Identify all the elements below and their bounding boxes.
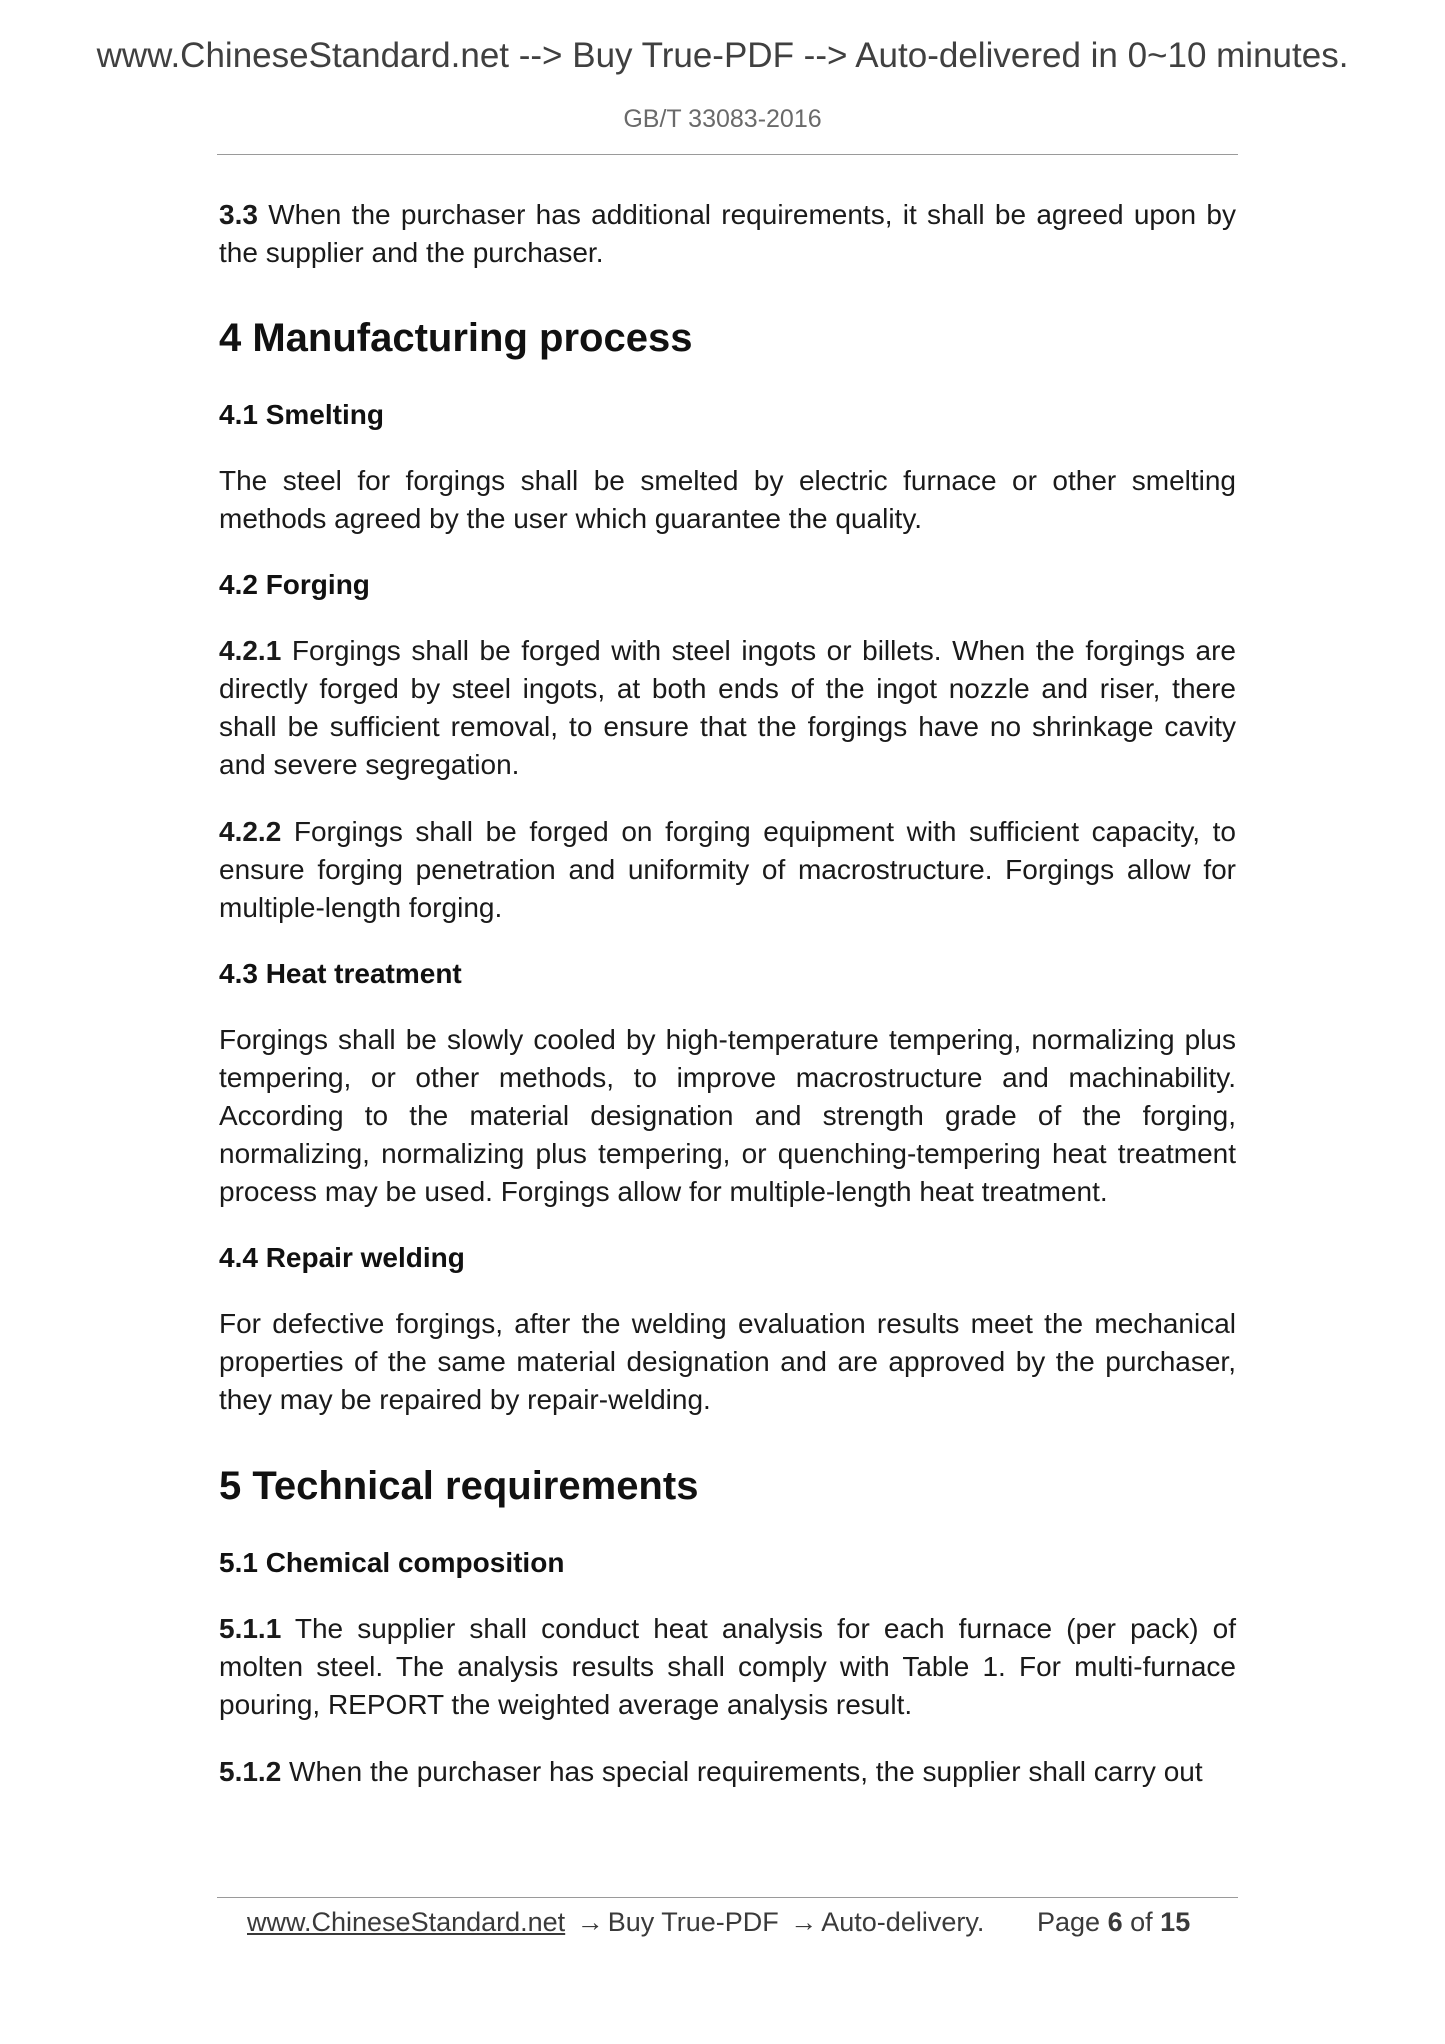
subsection-heading-5-1: 5.1 Chemical composition [219, 1547, 565, 1578]
footer-delivery-text: Auto-delivery. [821, 1907, 985, 1937]
standard-number: GB/T 33083-2016 [623, 105, 822, 133]
paragraph-4-2-2 [219, 813, 1236, 927]
subsection-heading-4-3: 4.3 Heat treatment [219, 958, 462, 989]
page-label: Page [1037, 1907, 1101, 1937]
subsection-heading-4-1: 4.1 Smelting [219, 399, 384, 430]
document-body [219, 196, 1236, 1791]
footer-divider [217, 1897, 1238, 1898]
clause-text: Forgings shall be forged on forging equipment with sufficient capacity, to ensure forging penetration and uniformity of macrostructure. Forgings allow for multiple-length forging. [219, 816, 1236, 923]
subsection-heading-4-4: 4.4 Repair welding [219, 1242, 465, 1273]
section-heading-5: 5 Technical requirements [219, 1464, 699, 1508]
paragraph-4-3: Forgings shall be slowly cooled by high-temperature tempering, normalizing plus tempering, or other methods, to improve macrostructure and machinability. According to the material designation and strength grade of the forging, normalizing, normalizing plus tempering, or quenching-tempering heat treatment process may be used. Forgings allow for multiple-length heat treatment. [219, 1024, 1236, 1207]
paragraph-3-3 [219, 196, 1236, 272]
clause-text: When the purchaser has special requirements, the supplier shall carry out [281, 1756, 1203, 1787]
page-total: 15 [1160, 1907, 1191, 1937]
paragraph-4-4: For defective forgings, after the welding evaluation results meet the mechanical properties of the same material designation and are approved by the purchaser, they may be repaired by repair-welding. [219, 1308, 1236, 1415]
paragraph-5-1-2 [219, 1753, 1236, 1791]
clause-text: When the purchaser has additional requirements, it shall be agreed upon by the supplier and the purchaser. [219, 199, 1236, 268]
subsection-heading-4-2: 4.2 Forging [219, 569, 370, 600]
clause-text: The supplier shall conduct heat analysis for each furnace (per pack) of molten steel. The analysis results shall comply with Table 1. For multi-furnace pouring, REPORT the weighted average analysis result. [219, 1613, 1236, 1720]
clause-number: 5.1.2 [219, 1756, 282, 1787]
footer-buy-text: Buy True-PDF [607, 1907, 779, 1937]
arrow-right-icon: → [790, 1907, 818, 1937]
clause-number: 3.3 [219, 199, 258, 230]
clause-number: 4.2.1 [219, 635, 282, 666]
header-banner: www.ChineseStandard.net --> Buy True-PDF --> Auto-delivered in 0~10 minutes. [96, 36, 1349, 75]
section-heading-4: 4 Manufacturing process [219, 316, 693, 360]
paragraph-4-2-1 [219, 632, 1236, 784]
footer-site-link[interactable]: www.ChineseStandard.net [247, 1907, 566, 1937]
clause-text: Forgings shall be forged with steel ingots or billets. When the forgings are directly forged by steel ingots, at both ends of the ingot nozzle and riser, there shall be sufficient removal, to ensure that the forgings have no shrinkage cavity and severe segregation. [219, 635, 1236, 780]
clause-number: 5.1.1 [219, 1613, 282, 1644]
page-footer [247, 1902, 1247, 1942]
arrow-right-icon: → [576, 1907, 604, 1937]
page-current: 6 [1107, 1907, 1123, 1937]
of-label: of [1130, 1907, 1153, 1937]
paragraph-4-1: The steel for forgings shall be smelted by electric furnace or other smelting methods agreed by the user which guarantee the quality. [219, 465, 1236, 534]
clause-number: 4.2.2 [219, 816, 282, 847]
header-divider [217, 154, 1238, 155]
paragraph-5-1-1 [219, 1610, 1236, 1724]
page-indicator [1037, 1902, 1190, 1942]
